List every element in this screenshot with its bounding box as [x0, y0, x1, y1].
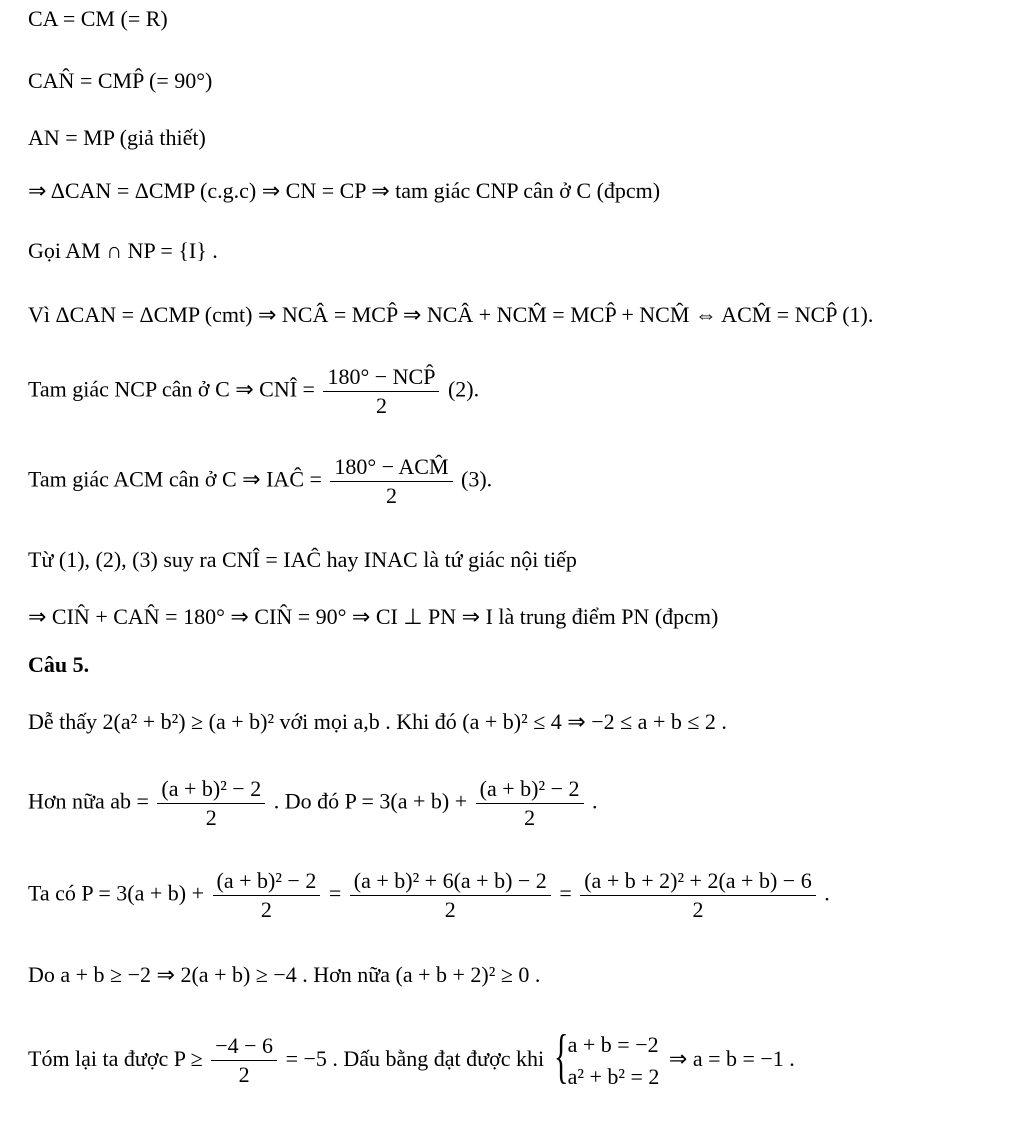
line-angle-can-cmp: CAN̂ = CMP̂ (= 90°) — [28, 68, 213, 93]
line-an-mp: AN = MP (giả thiết) — [28, 125, 206, 150]
line-inequality: Dễ thấy 2(a² + b²) ≥ (a + b)² với mọi a,b . Khi đó (a + b)² ≤ 4 ⇒ −2 ≤ a + b ≤ 2 . — [28, 709, 727, 734]
ncp-numerator: 180° − NCP̂ — [323, 366, 439, 392]
line-lower-bound: Do a + b ≥ −2 ⇒ 2(a + b) ≥ −4 . Hơn nữa (a + b + 2)² ≥ 0 . — [28, 962, 541, 987]
line-angle-equalities: Vì ΔCAN = ΔCMP (cmt) ⇒ NCÂ = MCP̂ ⇒ NCÂ + NCM̂ = MCP̂ + NCM̂ ⇔ ACM̂ = NCP̂ (1). — [28, 302, 874, 327]
ncp-denominator: 2 — [375, 393, 387, 418]
p-transform-numerator-3: (a + b + 2)² + 2(a + b) − 6 — [580, 870, 815, 896]
line-inac-cyclic: Từ (1), (2), (3) suy ra CNÎ = IAĈ hay INAC là tứ giác nội tiếp — [28, 547, 577, 572]
ta-co-text: Ta có P = 3(a + b) + — [28, 880, 204, 906]
tom-lai-text: Tóm lại ta được P ≥ — [28, 1045, 203, 1071]
hon-nua-end: . — [592, 788, 598, 814]
p-transform-fraction-1 — [213, 870, 321, 921]
ab-fraction — [157, 778, 265, 829]
p-transform-numerator-2: (a + b)² + 6(a + b) − 2 — [350, 870, 551, 896]
acm-text: Tam giác ACM cân ở C ⇒ IAĈ = — [28, 466, 322, 492]
p-fraction — [476, 778, 584, 829]
acm-ref: (3). — [461, 466, 493, 492]
equals-sign-2: = — [559, 880, 572, 906]
line-ci-perpendicular: ⇒ CIN̂ + CAN̂ = 180° ⇒ CIN̂ = 90° ⇒ CI ⊥ PN ⇒ I là trung điểm PN (đpcm) — [28, 604, 719, 629]
ncp-ref: (2). — [447, 376, 480, 402]
line-conclusion — [28, 1023, 795, 1093]
minimum-fraction — [211, 1035, 277, 1086]
line-triangle-ncp — [28, 366, 479, 417]
acm-numerator: 180° − ACM̂ — [330, 456, 452, 482]
system-equation-2: a² + b² = 2 — [567, 1063, 660, 1089]
line-triangle-congruent: ⇒ ΔCAN = ΔCMP (c.g.c) ⇒ CN = CP ⇒ tam giác CNP cân ở C (đpcm) — [28, 178, 661, 203]
line-ca-cm: CA = CM (= R) — [28, 6, 168, 31]
system-brace: { — [553, 1023, 569, 1089]
ncp-fraction — [323, 366, 439, 417]
hon-nua-text: Hơn nữa ab = — [28, 788, 149, 814]
p-transform-numerator-1: (a + b)² − 2 — [213, 870, 321, 896]
equals-sign-1: = — [328, 880, 342, 906]
p-denominator: 2 — [524, 805, 536, 830]
p-transform-denominator-2: 2 — [444, 897, 456, 922]
minimum-numerator: −4 − 6 — [211, 1035, 277, 1061]
section-heading: Câu 5. — [28, 652, 90, 677]
acm-fraction — [330, 456, 452, 507]
p-transform-fraction-2 — [350, 870, 551, 921]
line-intersection-i: Gọi AM ∩ NP = {I} . — [28, 238, 218, 263]
minimum-denominator: 2 — [238, 1062, 250, 1088]
equality-condition-text: = −5 . Dấu bằng đạt được khi — [285, 1045, 545, 1071]
system-equation-1: a + b = −2 — [567, 1032, 659, 1057]
do-do-text: . Do đó P = 3(a + b) + — [273, 788, 468, 814]
p-transform-denominator-3: 2 — [692, 897, 704, 922]
equation-system — [553, 1023, 660, 1093]
p-transform-denominator-1: 2 — [260, 897, 272, 922]
line-p-transform — [28, 870, 830, 921]
p-numerator: (a + b)² − 2 — [476, 778, 584, 804]
ncp-text: Tam giác NCP cân ở C ⇒ CNÎ = — [28, 376, 315, 402]
acm-denominator: 2 — [385, 483, 397, 508]
line-ab-expression — [28, 778, 598, 829]
ta-co-end: . — [824, 880, 830, 906]
ab-numerator: (a + b)² − 2 — [157, 778, 265, 804]
p-transform-fraction-3 — [580, 870, 815, 921]
solution-text: ⇒ a = b = −1 . — [668, 1045, 795, 1071]
line-triangle-acm — [28, 456, 492, 507]
ab-denominator: 2 — [205, 805, 217, 830]
